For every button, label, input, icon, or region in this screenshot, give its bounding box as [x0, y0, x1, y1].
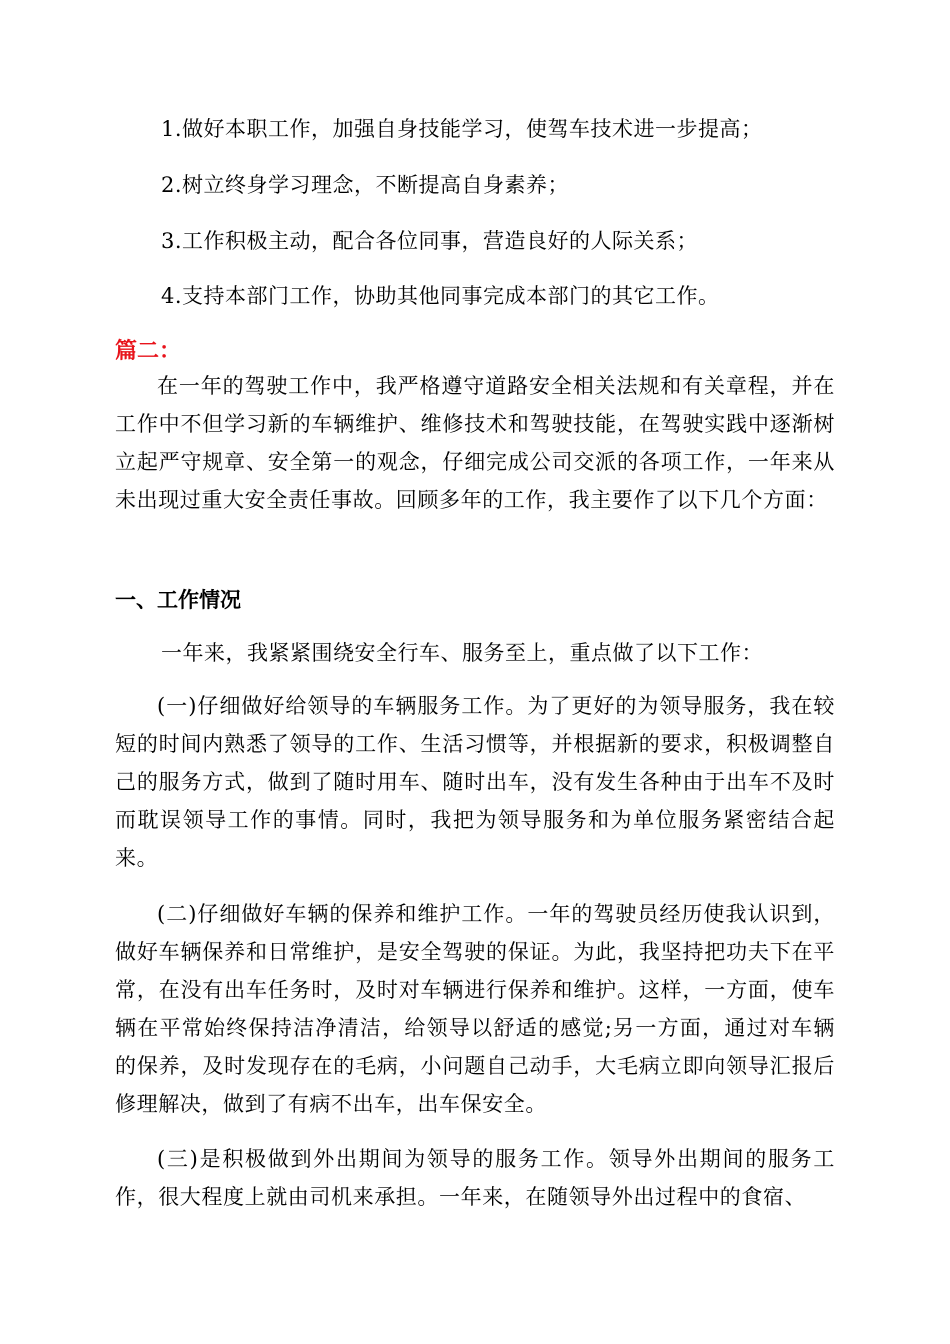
work-item-3: (三)是积极做到外出期间为领导的服务工作。领导外出期间的服务工作，很大程度上就由司机来承担。一年来，在随领导外出过程中的食宿、 [115, 1147, 835, 1209]
list-item-2: 2.树立终身学习理念，不断提高自身素养； [161, 173, 570, 197]
work-item-2: (二)仔细做好车辆的保养和维护工作。一年的驾驶员经历使我认识到，做好车辆保养和日常维护，是安全驾驶的保证。为此，我坚持把功夫下在平常，在没有出车任务时，及时对车辆进行保养和维护。这样，一方面，使车辆在平常始终保持洁净清洁，给领导以舒适的感觉;另一方面，通过对车辆的保养，及时发现存在的毛病，小问题自己动手，大毛病立即向领导汇报后修理解决，做到了有病不出车，出车保安全。 [115, 902, 835, 1116]
section-title: 篇二： [115, 339, 182, 364]
intro-paragraph: 在一年的驾驶工作中，我严格遵守道路安全相关法规和有关章程，并在工作中不但学习新的车辆维护、维修技术和驾驶技能，在驾驶实践中逐渐树立起严守规章、安全第一的观念，仔细完成公司交派的各项工作，一年来从未出现过重大安全责任事故。回顾多年的工作，我主要作了以下几个方面： [115, 374, 835, 512]
summary-line: 一年来，我紧紧围绕安全行车、服务至上，重点做了以下工作： [161, 641, 763, 665]
list-item-4: 4.支持本部门工作，协助其他同事完成本部门的其它工作。 [161, 284, 720, 308]
work-item-1: (一)仔细做好给领导的车辆服务工作。为了更好的为领导服务，我在较短的时间内熟悉了领导的工作、生活习惯等，并根据新的要求，积极调整自己的服务方式，做到了随时用车、随时出车，没有发生各种由于出车不及时而耽误领导工作的事情。同时，我把为领导服务和为单位服务紧密结合起来。 [115, 694, 835, 870]
list-item-1: 1.做好本职工作，加强自身技能学习，使驾车技术进一步提高； [161, 117, 763, 141]
heading-work-status: 一、工作情况 [115, 588, 241, 612]
list-item-3: 3.工作积极主动，配合各位同事，营造良好的人际关系； [161, 229, 699, 253]
